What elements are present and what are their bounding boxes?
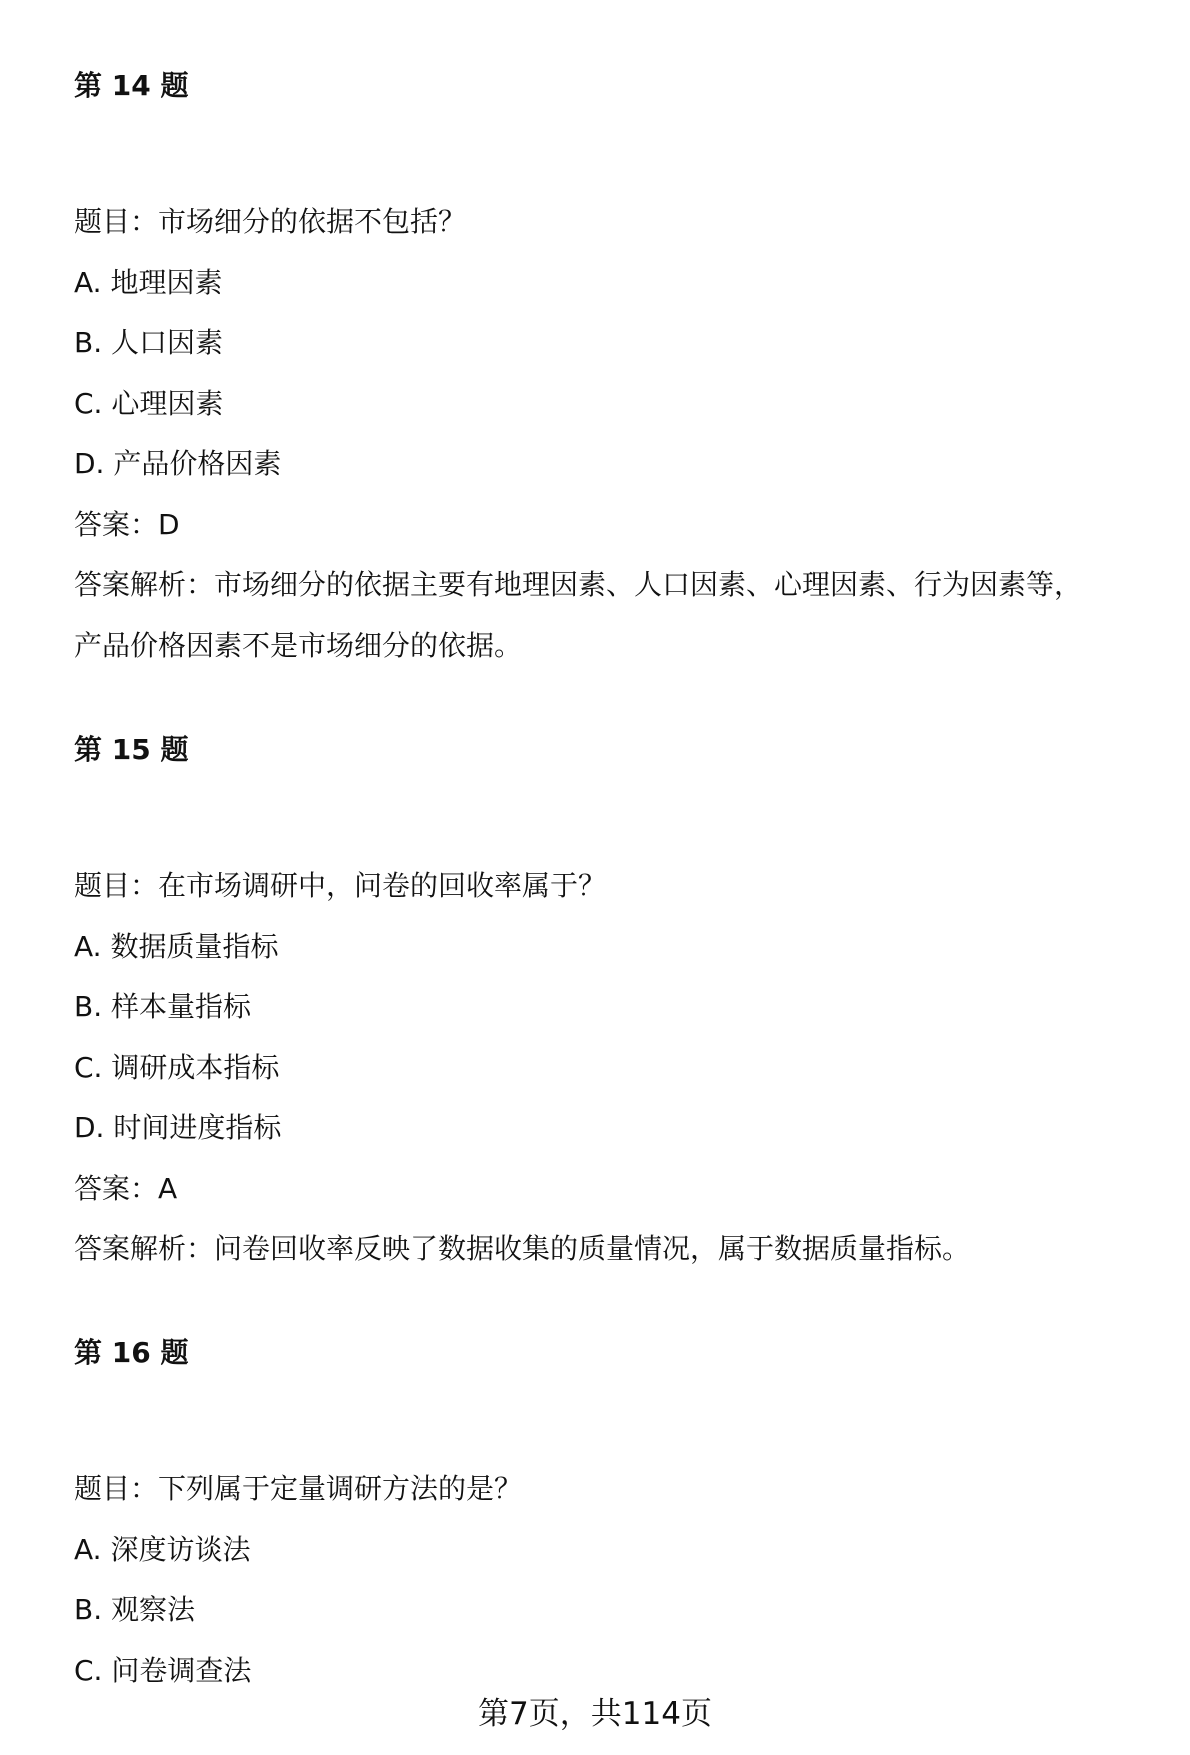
page-number: 第7页，共114页 — [478, 1696, 712, 1732]
spacer — [74, 770, 1134, 856]
question-stem: 题目：市场细分的依据不包括？ — [74, 205, 467, 238]
explanation-line: 答案解析：问卷回收率反映了数据收集的质量情况，属于数据质量指标。 — [74, 1232, 971, 1265]
spacer — [74, 106, 1134, 192]
question-heading: 第 16 题 — [74, 1336, 189, 1369]
explanation-line: 产品价格因素不是市场细分的依据。 — [74, 628, 523, 662]
option-d: D. 时间进度指标 — [74, 1111, 282, 1144]
option-d: D. 产品价格因素 — [74, 447, 282, 480]
spacer — [74, 1373, 1134, 1459]
option-b: B. 样本量指标 — [74, 990, 252, 1023]
question-16 — [74, 1333, 1134, 1701]
option-c: C. 调研成本指标 — [74, 1050, 280, 1084]
option-b: B. 人口因素 — [74, 326, 224, 359]
question-heading: 第 15 题 — [74, 733, 189, 766]
option-c: C. 心理因素 — [74, 386, 224, 420]
question-14 — [74, 66, 1134, 676]
answer: 答案：A — [74, 1171, 178, 1205]
option-b: B. 观察法 — [74, 1593, 196, 1626]
option-c: C. 问卷调查法 — [74, 1653, 252, 1687]
option-a: A. 数据质量指标 — [74, 929, 279, 963]
question-stem: 题目：下列属于定量调研方法的是？ — [74, 1472, 523, 1505]
answer: 答案：D — [74, 507, 180, 541]
explanation-line: 答案解析：市场细分的依据主要有地理因素、人口因素、心理因素、行为因素等， — [74, 568, 1083, 601]
option-a: A. 深度访谈法 — [74, 1532, 251, 1566]
question-stem: 题目：在市场调研中，问卷的回收率属于？ — [74, 869, 607, 902]
question-heading: 第 14 题 — [74, 69, 189, 102]
option-a: A. 地理因素 — [74, 265, 223, 299]
question-15 — [74, 730, 1134, 1280]
